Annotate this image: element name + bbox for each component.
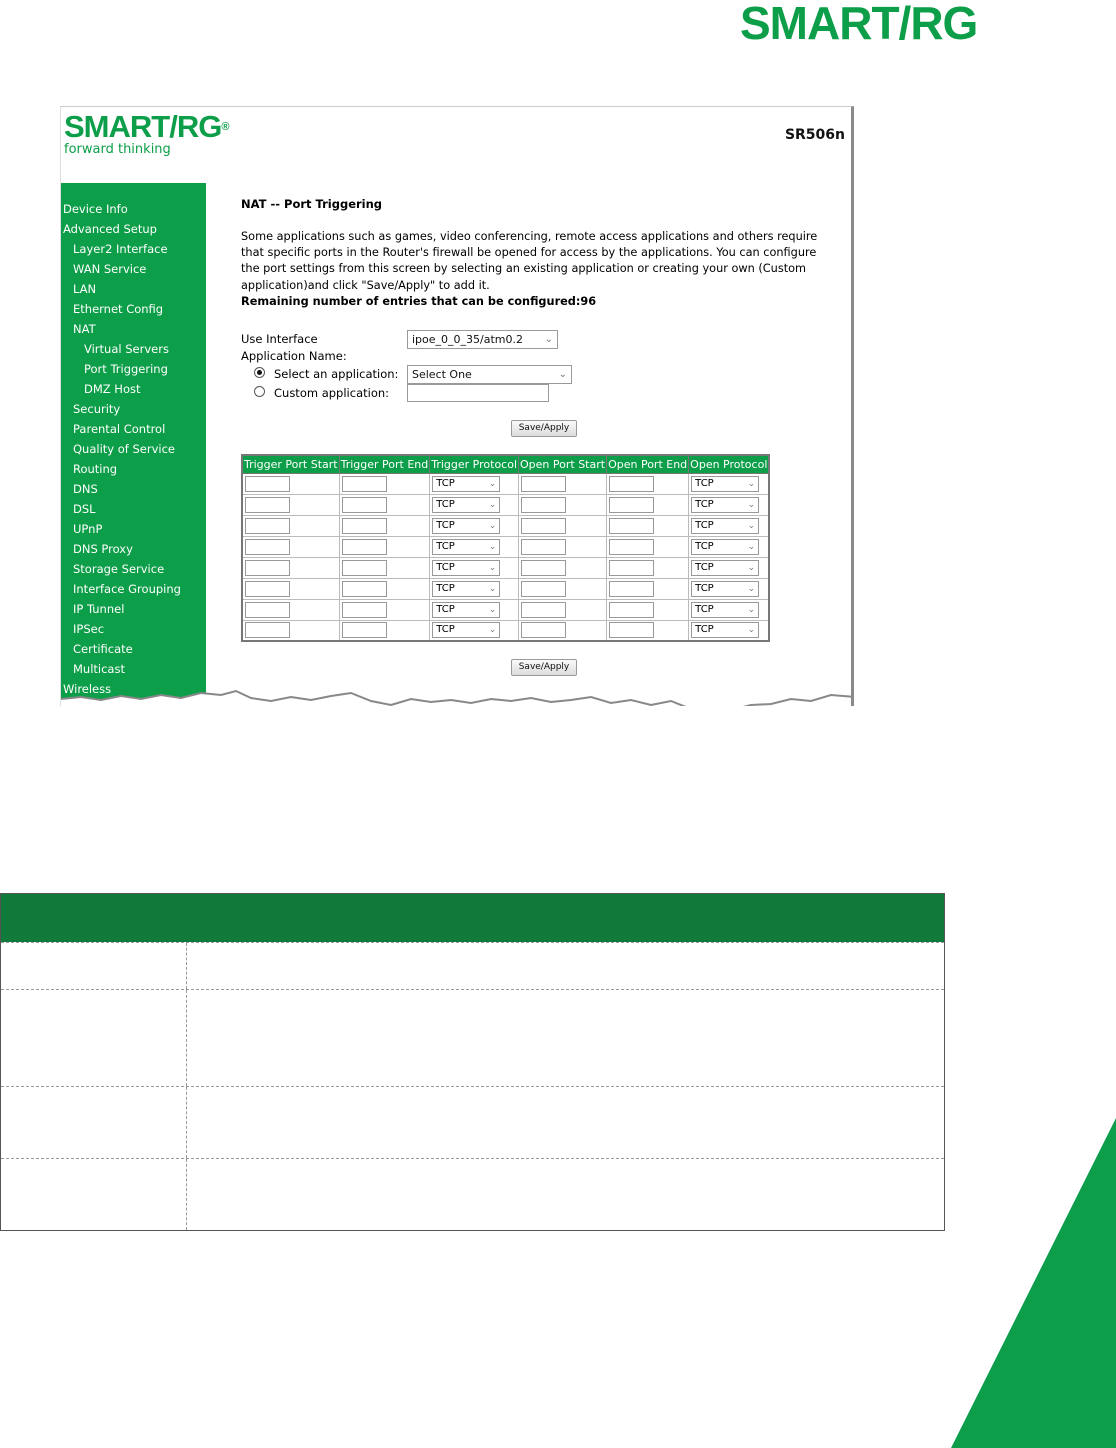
chevron-down-icon: ⌄ <box>488 562 497 573</box>
sidebar-item-virtual-servers[interactable]: Virtual Servers <box>84 342 169 356</box>
trigger-protocol-select-value: TCP <box>436 624 455 636</box>
use-interface-value: ipoe_0_0_35/atm0.2 <box>412 333 523 346</box>
trigger-port-end-input[interactable] <box>342 518 387 534</box>
chevron-down-icon: ⌄ <box>488 499 497 510</box>
open-port-start-input[interactable] <box>521 518 566 534</box>
logo-tagline: forward thinking <box>64 142 171 157</box>
trigger-protocol-select-value: TCP <box>436 561 455 573</box>
table-cell <box>689 494 770 515</box>
table-cell <box>430 473 519 494</box>
trigger-port-end-input[interactable] <box>342 476 387 492</box>
trigger-protocol-select-value: TCP <box>436 603 455 615</box>
trigger-port-start-input[interactable] <box>245 539 290 555</box>
use-interface-select[interactable] <box>407 330 558 349</box>
chevron-down-icon: ⌄ <box>747 583 756 594</box>
page-title: NAT -- Port Triggering <box>241 197 383 211</box>
sidebar-item-interface-grouping[interactable]: Interface Grouping <box>73 582 181 596</box>
sidebar-item-layer2-interface[interactable]: Layer2 Interface <box>73 242 168 256</box>
table-row <box>1 1086 944 1158</box>
column-header: Open Port Start <box>519 455 607 473</box>
open-protocol-select-value: TCP <box>695 498 714 510</box>
trigger-protocol-select[interactable] <box>432 581 500 597</box>
sidebar-item-certificate[interactable]: Certificate <box>73 642 133 656</box>
table-cell <box>607 536 689 557</box>
chevron-down-icon: ⌄ <box>488 583 497 594</box>
table-cell <box>242 620 339 641</box>
trigger-protocol-select-value: TCP <box>436 477 455 489</box>
trigger-port-end-input[interactable] <box>342 497 387 513</box>
table-cell <box>519 599 607 620</box>
chevron-down-icon: ⌄ <box>747 562 756 573</box>
trigger-protocol-select-value: TCP <box>436 540 455 552</box>
chevron-down-icon: ⌄ <box>747 520 756 531</box>
header-cell <box>187 894 944 942</box>
chevron-down-icon: ⌄ <box>747 478 756 489</box>
sidebar-item-ipsec[interactable]: IPSec <box>73 622 105 636</box>
table-cell <box>339 557 430 578</box>
port-trigger-table <box>241 454 770 642</box>
table-cell <box>519 536 607 557</box>
trigger-protocol-select[interactable] <box>432 518 500 534</box>
table-cell <box>242 536 339 557</box>
open-protocol-select-value: TCP <box>695 519 714 531</box>
table-cell <box>187 1087 944 1158</box>
chevron-down-icon: ⌄ <box>488 625 497 636</box>
open-port-start-input[interactable] <box>521 476 566 492</box>
open-protocol-select[interactable] <box>691 622 759 638</box>
open-port-end-input[interactable] <box>609 581 654 597</box>
sidebar-item-dsl[interactable]: DSL <box>73 502 96 516</box>
open-protocol-select[interactable] <box>691 539 759 555</box>
open-protocol-select-value: TCP <box>695 624 714 636</box>
sidebar-item-dns[interactable]: DNS <box>73 482 98 496</box>
table-cell <box>242 599 339 620</box>
table-row <box>1 989 944 1086</box>
open-protocol-select-value: TCP <box>695 561 714 573</box>
header-cell <box>1 894 187 942</box>
open-port-end-input[interactable] <box>609 518 654 534</box>
open-port-start-input[interactable] <box>521 581 566 597</box>
table-cell <box>242 578 339 599</box>
remaining-entries: Remaining number of entries that can be configured:96 <box>241 295 597 308</box>
table-header <box>1 894 944 942</box>
open-port-end-input[interactable] <box>609 539 654 555</box>
open-protocol-select[interactable] <box>691 518 759 534</box>
table-cell <box>187 1159 944 1230</box>
trigger-protocol-select-value: TCP <box>436 582 455 594</box>
trigger-protocol-select[interactable] <box>432 497 500 513</box>
sidebar-item-device-info[interactable]: Device Info <box>63 202 128 216</box>
sidebar-item-routing[interactable]: Routing <box>73 462 118 476</box>
table-cell <box>519 473 607 494</box>
chevron-down-icon: ⌄ <box>488 520 497 531</box>
chevron-down-icon: ⌄ <box>488 478 497 489</box>
table-cell <box>607 557 689 578</box>
sidebar-item-wan-service[interactable]: WAN Service <box>73 262 147 276</box>
open-protocol-select-value: TCP <box>695 540 714 552</box>
logo-wordmark: SMART/RG <box>64 109 222 144</box>
open-port-start-input[interactable] <box>521 602 566 618</box>
save-apply-button-top[interactable]: Save/Apply <box>511 420 577 437</box>
application-select[interactable] <box>407 365 572 384</box>
trigger-port-end-input[interactable] <box>342 622 387 638</box>
table-cell <box>689 578 770 599</box>
router-logo <box>64 111 228 157</box>
open-protocol-select[interactable] <box>691 602 759 618</box>
open-port-start-input[interactable] <box>521 560 566 576</box>
table-cell <box>519 494 607 515</box>
table-cell <box>519 620 607 641</box>
table-cell <box>689 620 770 641</box>
trigger-port-end-input[interactable] <box>342 602 387 618</box>
open-protocol-select[interactable] <box>691 560 759 576</box>
table-row <box>1 1158 944 1230</box>
page-logo: SMART/RG <box>740 0 978 49</box>
table-cell <box>689 557 770 578</box>
sidebar-item-multicast[interactable]: Multicast <box>73 662 125 676</box>
table-cell <box>242 557 339 578</box>
column-header: Trigger Port End <box>339 455 430 473</box>
trigger-protocol-select[interactable] <box>432 622 500 638</box>
sidebar-item-quality-of-service[interactable]: Quality of Service <box>73 442 175 456</box>
page-description: Some applications such as games, video conferencing, remote access applications and others require that specific ports in the Router's firewall be opened for access by the applications. You can configure the port settings from this screen by selecting an existing application or creating your own (Custom application)and click "Save/Apply" to add it. <box>241 230 818 292</box>
open-protocol-select-value: TCP <box>695 582 714 594</box>
use-interface-label: Use Interface <box>241 332 318 346</box>
model-name: SR506n <box>784 127 845 143</box>
open-protocol-select[interactable] <box>691 476 759 492</box>
table-cell <box>1 943 187 989</box>
trigger-port-end-input[interactable] <box>342 581 387 597</box>
column-header: Trigger Port Start <box>242 455 339 473</box>
registered-mark: ® <box>221 121 229 133</box>
sidebar-item-advanced-setup[interactable]: Advanced Setup <box>63 222 157 236</box>
table-cell <box>430 536 519 557</box>
sidebar-item-lan[interactable]: LAN <box>73 282 97 296</box>
trigger-protocol-select[interactable] <box>432 560 500 576</box>
trigger-port-end-input[interactable] <box>342 539 387 555</box>
trigger-port-start-input[interactable] <box>245 476 290 492</box>
sidebar-item-storage-service[interactable]: Storage Service <box>73 562 165 576</box>
table-row <box>1 942 944 989</box>
parameter-table <box>0 893 945 1231</box>
open-port-start-input[interactable] <box>521 497 566 513</box>
table-cell <box>1 1087 187 1158</box>
open-protocol-select-value: TCP <box>695 603 714 615</box>
table-cell <box>519 557 607 578</box>
select-application-radio[interactable] <box>254 367 265 378</box>
sidebar-item-ethernet-config[interactable]: Ethernet Config <box>73 302 164 316</box>
table-cell <box>430 599 519 620</box>
chevron-down-icon: ⌄ <box>544 334 553 345</box>
table-cell <box>689 515 770 536</box>
sidebar-item-wireless[interactable]: Wireless <box>63 682 112 696</box>
router-screenshot <box>60 106 854 706</box>
select-application-label: Select an application: <box>274 367 399 381</box>
table-cell <box>242 515 339 536</box>
table-cell <box>430 515 519 536</box>
table-cell <box>339 536 430 557</box>
table-cell <box>430 557 519 578</box>
table-row <box>242 620 769 641</box>
application-select-value: Select One <box>412 368 472 381</box>
trigger-protocol-select[interactable] <box>432 539 500 555</box>
table-cell <box>689 599 770 620</box>
table-cell <box>689 536 770 557</box>
trigger-port-start-input[interactable] <box>245 497 290 513</box>
torn-edge <box>61 679 854 706</box>
table-row <box>242 599 769 620</box>
open-port-end-input[interactable] <box>609 497 654 513</box>
table-cell <box>607 473 689 494</box>
trigger-port-start-input[interactable] <box>245 581 290 597</box>
table-row <box>242 578 769 599</box>
open-port-start-input[interactable] <box>521 622 566 638</box>
sidebar-item-dns-proxy[interactable]: DNS Proxy <box>73 542 133 556</box>
open-port-end-input[interactable] <box>609 622 654 638</box>
table-cell <box>339 515 430 536</box>
table-cell <box>689 473 770 494</box>
column-header: Open Port End <box>607 455 689 473</box>
table-cell <box>339 599 430 620</box>
chevron-down-icon: ⌄ <box>747 541 756 552</box>
column-header: Trigger Protocol <box>430 455 519 473</box>
sidebar-item-security[interactable]: Security <box>73 402 121 416</box>
chevron-down-icon: ⌄ <box>488 541 497 552</box>
table-row <box>242 473 769 494</box>
trigger-port-end-input[interactable] <box>342 560 387 576</box>
trigger-protocol-select[interactable] <box>432 602 500 618</box>
table-cell <box>242 494 339 515</box>
chevron-down-icon: ⌄ <box>747 499 756 510</box>
column-header: Open Protocol <box>689 455 770 473</box>
open-protocol-select[interactable] <box>691 497 759 513</box>
chevron-down-icon: ⌄ <box>747 604 756 615</box>
table-cell <box>430 620 519 641</box>
sidebar-item-nat[interactable]: NAT <box>73 322 96 336</box>
table-cell <box>339 620 430 641</box>
table-cell <box>187 943 944 989</box>
open-port-end-input[interactable] <box>609 476 654 492</box>
table-cell <box>519 515 607 536</box>
table-cell <box>1 990 187 1086</box>
table-cell <box>339 578 430 599</box>
open-protocol-select[interactable] <box>691 581 759 597</box>
sidebar-nav <box>61 183 206 706</box>
chevron-down-icon: ⌄ <box>488 604 497 615</box>
table-cell <box>430 578 519 599</box>
sidebar-item-upnp[interactable]: UPnP <box>73 522 103 536</box>
trigger-port-start-input[interactable] <box>245 622 290 638</box>
trigger-protocol-select-value: TCP <box>436 498 455 510</box>
custom-application-radio[interactable] <box>254 386 265 397</box>
trigger-port-start-input[interactable] <box>245 518 290 534</box>
save-apply-button-bottom[interactable]: Save/Apply <box>511 659 577 676</box>
table-cell <box>242 473 339 494</box>
open-port-end-input[interactable] <box>609 602 654 618</box>
sidebar-item-ip-tunnel[interactable]: IP Tunnel <box>73 602 125 616</box>
table-cell <box>339 473 430 494</box>
chevron-down-icon: ⌄ <box>558 369 567 380</box>
application-name-label: Application Name: <box>241 349 347 363</box>
sidebar-item-port-triggering[interactable]: Port Triggering <box>84 362 168 376</box>
trigger-protocol-select[interactable] <box>432 476 500 492</box>
open-protocol-select-value: TCP <box>695 477 714 489</box>
table-cell <box>607 578 689 599</box>
sidebar-item-dmz-host[interactable]: DMZ Host <box>84 382 141 396</box>
open-port-end-input[interactable] <box>609 560 654 576</box>
trigger-port-start-input[interactable] <box>245 560 290 576</box>
table-cell <box>607 620 689 641</box>
table-cell <box>519 578 607 599</box>
corner-decoration <box>951 1118 1116 1448</box>
chevron-down-icon: ⌄ <box>747 625 756 636</box>
custom-application-label: Custom application: <box>274 386 390 400</box>
sidebar-item-parental-control[interactable]: Parental Control <box>73 422 166 436</box>
trigger-port-start-input[interactable] <box>245 602 290 618</box>
trigger-protocol-select-value: TCP <box>436 519 455 531</box>
open-port-start-input[interactable] <box>521 539 566 555</box>
table-cell <box>430 494 519 515</box>
custom-application-input[interactable] <box>407 384 549 402</box>
table-row <box>242 515 769 536</box>
table-cell <box>607 515 689 536</box>
table-cell <box>339 494 430 515</box>
table-cell <box>607 494 689 515</box>
table-row <box>242 536 769 557</box>
table-cell <box>607 599 689 620</box>
table-row <box>242 494 769 515</box>
table-row <box>242 557 769 578</box>
table-cell <box>1 1159 187 1230</box>
table-cell <box>187 990 944 1086</box>
